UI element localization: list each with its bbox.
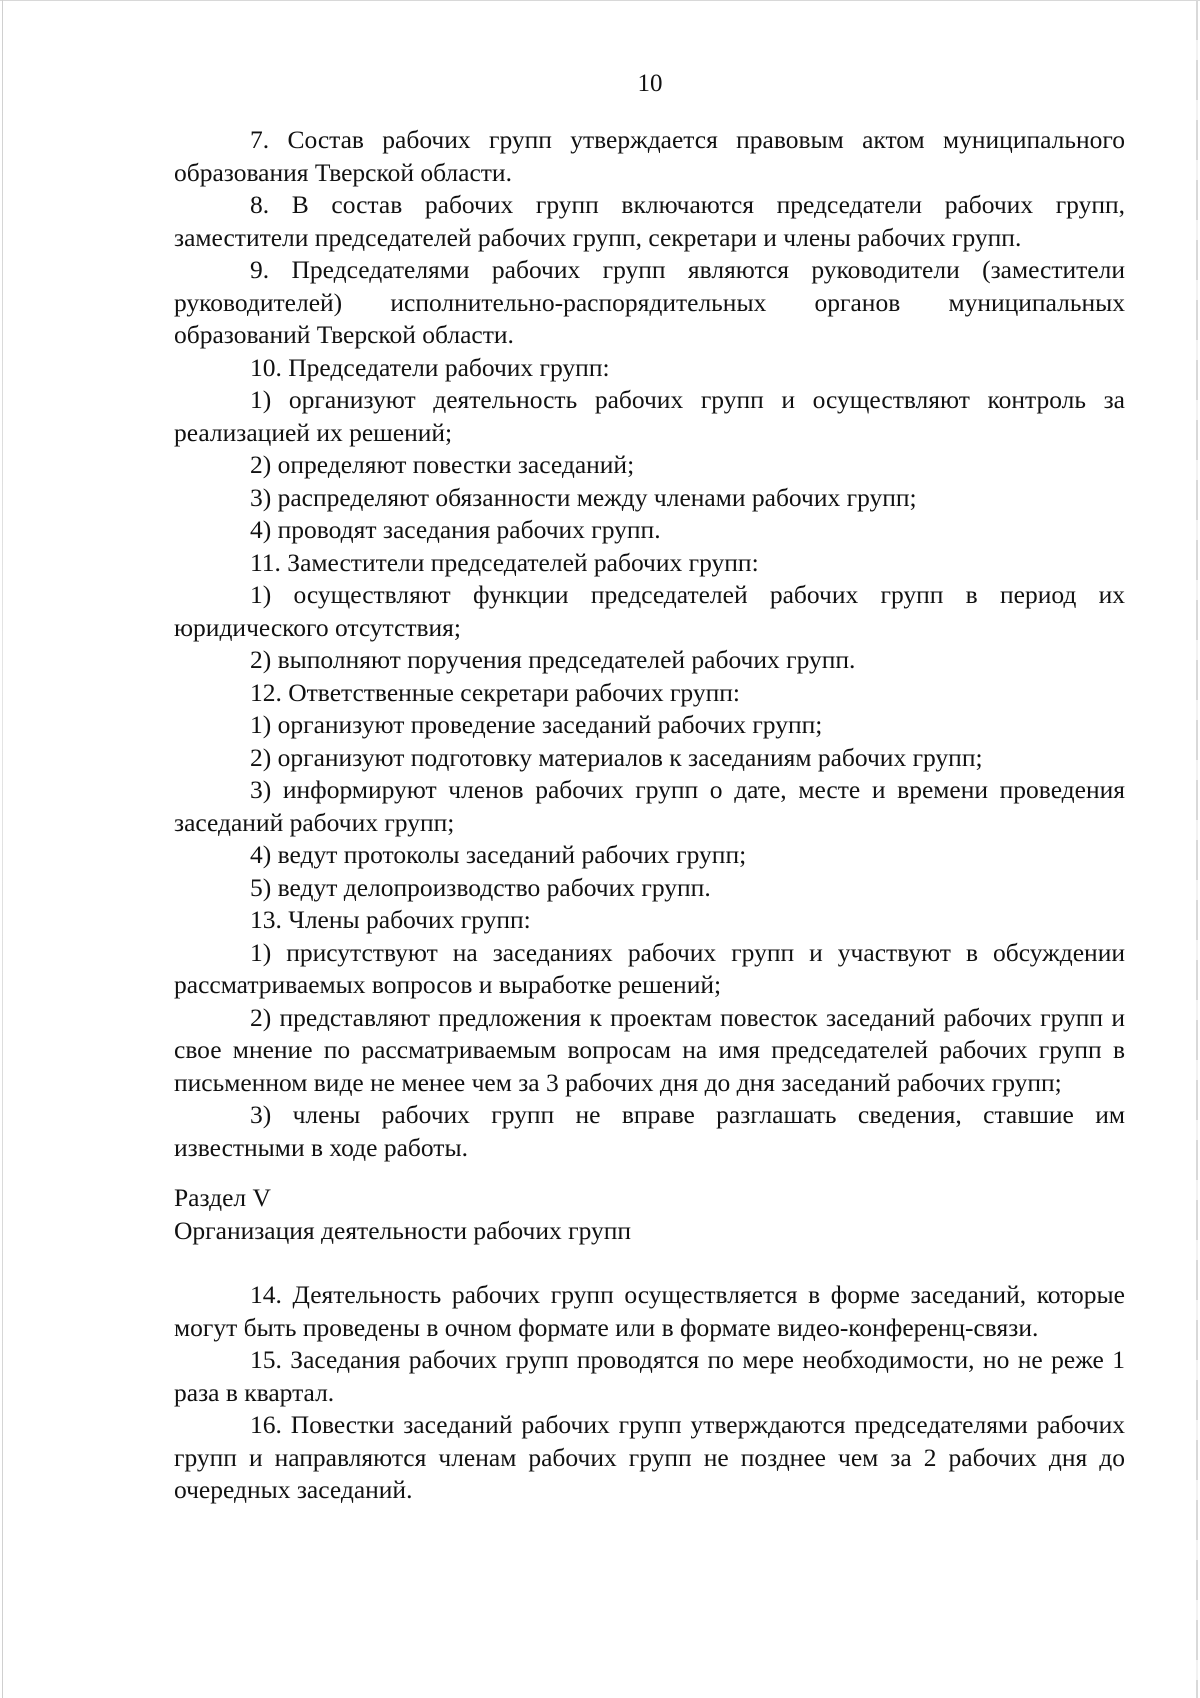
- paragraph-13: 13. Члены рабочих групп:: [250, 905, 531, 934]
- scan-edge-right: [1196, 0, 1198, 1698]
- scan-edge-left: [2, 0, 3, 1698]
- paragraph-10-item-4: 4) проводят заседания рабочих групп.: [250, 515, 661, 544]
- paragraph-13-item-1: 1) присутствуют на заседаниях рабочих групп и участвуют в обсуждении рассматриваемых вопросов и выработке решений;: [174, 937, 1125, 999]
- section-number: Раздел V: [174, 1183, 271, 1212]
- paragraph-10: 10. Председатели рабочих групп:: [250, 352, 610, 382]
- paragraph-7: 7. Состав рабочих групп утверждается правовым актом муниципального образования Тверской области.: [174, 125, 1125, 187]
- paragraph-8: 8. В состав рабочих групп включаются председатели рабочих групп, заместители председателей рабочих групп, секретари и члены рабочих групп.: [174, 190, 1125, 252]
- paragraph-11-item-1: 1) осуществляют функции председателей рабочих групп в период их юридического отсутствия;: [174, 580, 1125, 642]
- paragraph-10-item-1: 1) организуют деятельность рабочих групп и осуществляют контроль за реализацией их решений;: [174, 385, 1125, 447]
- paragraph-9: 9. Председателями рабочих групп являются руководители (заместители руководителей) исполнительно-распорядительных органов муниципальных образований Тверской области.: [174, 255, 1125, 349]
- paragraph-10-item-2: 2) определяют повестки заседаний;: [250, 450, 635, 479]
- section-title: Организация деятельности рабочих групп: [174, 1215, 632, 1245]
- paragraph-11: 11. Заместители председателей рабочих групп:: [250, 547, 759, 577]
- paragraph-16: 16. Повестки заседаний рабочих групп утверждаются председателями рабочих групп и направляются членам рабочих групп не позднее чем за 2 рабочих дня до очередных заседаний.: [174, 1410, 1125, 1504]
- page-number: 10: [637, 70, 663, 97]
- paragraph-11-item-2: 2) выполняют поручения председателей рабочих групп.: [250, 645, 856, 674]
- paragraph-12: 12. Ответственные секретари рабочих групп:: [250, 677, 740, 707]
- paragraph-10-item-3: 3) распределяют обязанности между членами рабочих групп;: [250, 482, 917, 512]
- scan-edge-top: [0, 0, 1200, 1]
- paragraph-13-item-2: 2) представляют предложения к проектам повесток заседаний рабочих групп и свое мнение по рассматриваемым вопросам на имя председателей рабочих групп в письменном виде не менее чем за 3 рабочих дня до дня заседаний рабочих групп;: [174, 1002, 1125, 1097]
- paragraph-15: 15. Заседания рабочих групп проводятся по мере необходимости, но не реже 1 раза в квартал.: [174, 1345, 1125, 1407]
- paragraph-12-item-2: 2) организуют подготовку материалов к заседаниям рабочих групп;: [250, 742, 983, 772]
- paragraph-13-item-3: 3) члены рабочих групп не вправе разглашать сведения, ставшие им известными в ходе работы.: [174, 1100, 1125, 1162]
- paragraph-14: 14. Деятельность рабочих групп осуществляется в форме заседаний, которые могут быть проведены в очном формате или в формате видео-конференц-связи.: [174, 1280, 1125, 1342]
- paragraph-12-item-4: 4) ведут протоколы заседаний рабочих групп;: [250, 840, 747, 869]
- document-body: [174, 124, 1125, 1507]
- paragraph-12-item-3: 3) информируют членов рабочих групп о дате, месте и времени проведения заседаний рабочих групп;: [174, 775, 1125, 837]
- paragraph-12-item-5: 5) ведут делопроизводство рабочих групп.: [250, 872, 711, 902]
- paragraph-12-item-1: 1) организуют проведение заседаний рабочих групп;: [250, 710, 823, 739]
